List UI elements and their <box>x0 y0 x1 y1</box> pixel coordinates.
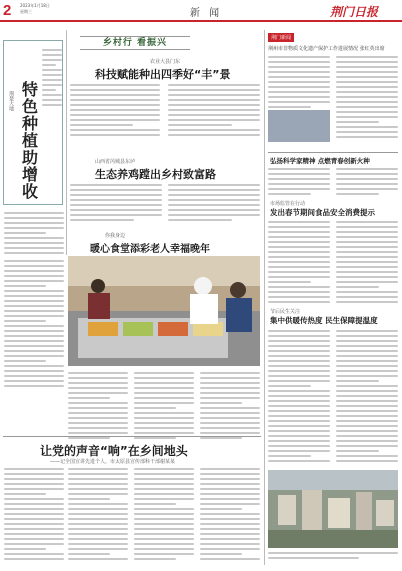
article2-body-right <box>168 184 260 224</box>
article4-body-col2 <box>68 468 128 563</box>
article4-body-col3 <box>134 468 194 563</box>
side-kicker <box>8 91 22 111</box>
newspaper-logo: 荆门日报 <box>330 5 379 19</box>
divider <box>268 152 398 153</box>
right-h3-kicker: 节后民生关注 <box>270 309 301 315</box>
meeting-photo <box>268 110 330 142</box>
column-rule <box>264 30 265 565</box>
article2-body-left <box>70 184 162 224</box>
right-h2-body-right <box>336 221 398 306</box>
banner-text: 乡村行 看振兴 <box>102 38 168 48</box>
column-rule <box>66 30 67 255</box>
article4-body-col1 <box>4 468 64 563</box>
right-h2-kicker: 市场监管在行动 <box>270 201 306 207</box>
aerial-city-photo <box>268 470 398 548</box>
side-body-text <box>42 49 62 109</box>
aerial-photo-illustration <box>268 470 398 548</box>
right-top-title: 荆州市非物质文化遗产保护工作进展情况 张红英出席 <box>268 46 385 52</box>
side-feature-title <box>22 81 40 200</box>
page-number: 2 <box>3 2 12 19</box>
page-header <box>0 0 402 22</box>
article2-title: 生态养鸡蹚出乡村致富路 <box>95 168 216 181</box>
right-h1-body-left <box>268 168 330 198</box>
article1-title: 科技赋能种出四季好“丰”景 <box>95 68 231 81</box>
right-top-body-right <box>336 56 398 141</box>
right-h2-body-left <box>268 221 330 306</box>
article3-title: 暖心食堂添彩老人幸福晚年 <box>90 244 210 255</box>
title-char: 植 <box>22 131 39 150</box>
weekday: 星期三 <box>20 9 32 14</box>
section-banner <box>80 36 190 50</box>
date-line: 2023年1月18日 <box>20 3 50 8</box>
title-char: 增 <box>22 165 39 184</box>
side-kicker-text: 荆楚大地 <box>8 91 14 111</box>
article3-body-col1 <box>4 260 64 390</box>
right-h1: 弘扬科学家精神 点燃青春创新火种 <box>270 157 370 165</box>
article4-subtitle: ——记全国宣讲先进个人、市太原县宣传部科干部谢某某 <box>50 459 176 465</box>
article3-body-col2 <box>68 372 128 442</box>
article3-body-col3 <box>134 372 194 442</box>
article4-body-col4 <box>200 468 260 563</box>
article1-body-left <box>70 84 160 139</box>
article1-body-right <box>168 84 260 139</box>
section-title: 新 闻 <box>190 8 223 19</box>
title-char: 助 <box>22 148 39 167</box>
right-h2: 发出春节期间食品安全消费提示 <box>270 208 375 217</box>
right-h3: 集中供暖传热度 民生保障提温度 <box>270 316 378 325</box>
title-char: 特 <box>22 80 39 99</box>
header-date <box>20 3 50 15</box>
side-feature-box <box>3 40 63 205</box>
right-column-red-bar: 荆门新闻 <box>268 33 294 42</box>
canteen-photo-illustration <box>68 256 260 366</box>
right-h3-body-right <box>336 330 398 465</box>
article1-kicker: 农业大县门东 <box>150 59 181 65</box>
aerial-photo-caption <box>268 552 398 562</box>
right-h3-body-left <box>268 330 330 465</box>
article2-kicker: 山西省芮城县东垆 <box>95 159 136 165</box>
left-body-text <box>4 212 64 257</box>
canteen-photo <box>68 256 260 366</box>
right-h1-body-right <box>336 168 398 198</box>
title-char: 收 <box>22 182 39 201</box>
article4-title: 让党的声音“响”在乡间地头 <box>40 444 188 458</box>
title-char: 种 <box>22 114 39 133</box>
divider <box>3 436 261 437</box>
article3-kicker: 你我身边 <box>105 233 126 239</box>
title-char: 色 <box>22 97 39 116</box>
article3-body-col4 <box>200 372 260 442</box>
